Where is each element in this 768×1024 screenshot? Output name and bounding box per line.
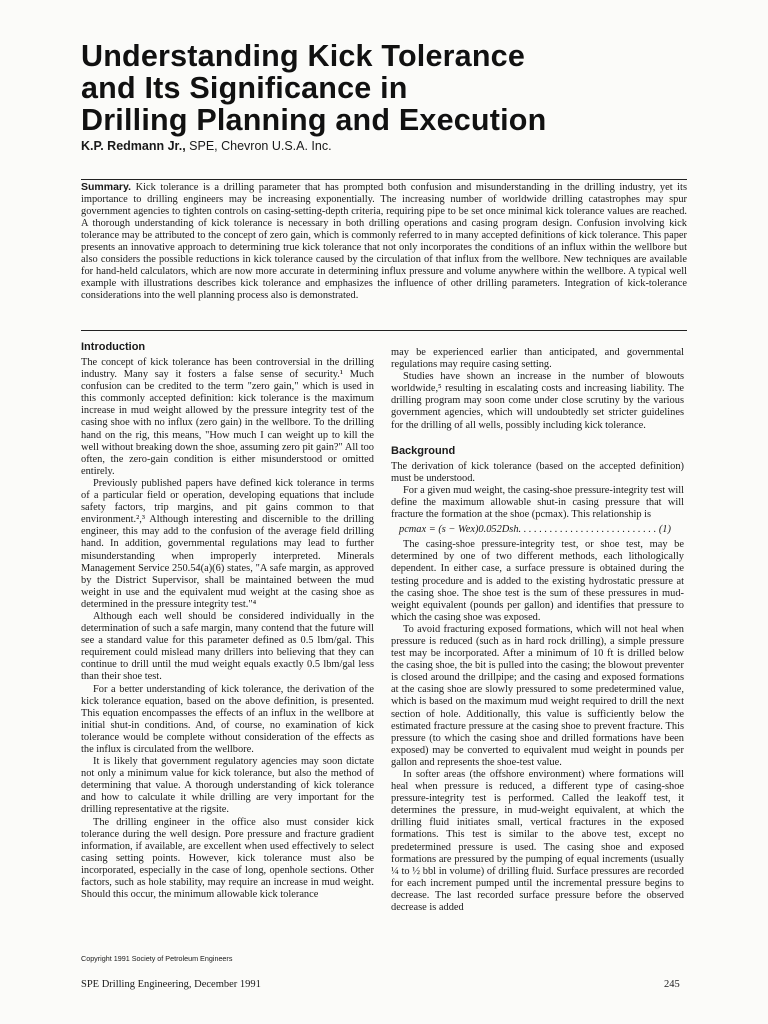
journal-footer: SPE Drilling Engineering, December 1991	[81, 979, 261, 990]
background-paragraph: To avoid fracturing exposed formations, which will not heal when pressure is reduced (such as in hard rock drilling), a simple pressure test may be incorporated. After a minimum of 10 ft is drilled below the casing shoe, the bit is pulled into the casing; the blowout preventer is closed around the drillpipe; and the casing and exposed formations at the casing shoe are slowly pressured to some predetermined value, which is based on the maximum mud weight required to drill the next section of hole. Additionally, this value is sufficiently below the estimated fracture pressure at the casing shoe to prevent fracture. This pressure (to which the casing shoe and drilled formations have been exposed) may be converted to equivalent mud weight in pounds per gallon and represents the shoe-test value.	[391, 623, 684, 768]
byline	[81, 139, 332, 153]
article-title	[81, 40, 701, 136]
summary-text: Kick tolerance is a drilling parameter that has prompted both confusion and misunderstanding in the drilling industry, yet its importance to drilling engineers may be increasing exponentially. The increasing number of worldwide drilling catastrophes may spur government agencies to tighten controls on casing-setting-depth criteria, requiring pipe to be set once minimal kick tolerance values are reached. A thorough understanding of kick tolerance is necessary in both drilling operations and casing program design. Confusion involving kick tolerance may be attributed to the concept of zero gain, which is commonly referred to in many accepted definitions of kick tolerance. This paper presents an innovative approach to determining true kick tolerance that not only incorporates the conditions of an influx within the wellbore but also considers the possible reductions in kick tolerance caused by the circulation of that influx from the wellbore. New techniques are available for hand-held calculators, which are now more accurate in determining influx pressure and volume anywhere within the wellbore. A typical well example with illustrations describes kick tolerance and emphasizes the influence of other drilling parameters. Integration of kick-tolerance considerations into the well planning process also is demonstrated.	[81, 182, 687, 302]
introduction-heading: Introduction	[81, 341, 146, 353]
summary-bottom-rule	[81, 330, 687, 331]
intro-paragraph: Although each well should be considered individually in the determination of such a safe margin, many contend that the future will see a standard value for this parameter defined as 0.5 lbm/gal. This requirement could mislead many drillers into believing that they can continue to drill until the mud weight equals exactly 0.5 lbm/gal less than their shoe test.	[81, 610, 374, 683]
summary-top-rule	[81, 179, 687, 180]
intro-paragraph: It is likely that government regulatory agencies may soon dictate not only a minimum value for kick tolerance, but also the method of determining that value. A thorough understanding of kick tolerance and how to calculate it while drilling are very important for the drilling representative at the rigsite.	[81, 756, 374, 816]
title-line-2: and Its Significance in	[81, 71, 408, 105]
left-column	[81, 340, 374, 901]
background-heading: Background	[391, 444, 456, 457]
background-paragraph: The derivation of kick tolerance (based on the accepted definition) must be understood.	[391, 460, 684, 484]
background-paragraph: In softer areas (the offshore environment) where formations will heal when pressure is reduced, a different type of casing-shoe pressure-integrity test is performed. Called the leakoff test, it determines the pressure, in mud-weight equivalent, at which the drilling fluid initiates small, vertical fractures in the exposed formations. This test is similar to the above test, except no predetermined pressure is used. The casing shoe and exposed formations are pressured by the pumping of equal increments (usually ¼ to ½ bbl in volume) of drilling fluid. Surface pressures are recorded for each increment pumped until the incremental pressure begins to decrease. The last recorded surface pressure before the observed decrease is added	[391, 769, 684, 914]
summary-label: Summary.	[81, 181, 131, 193]
intro-continued-paragraph: Studies have shown an increase in the number of blowouts worldwide,⁵ resulting in escalating costs and increasing liability. The drilling program may soon come under close scrutiny by the various government agencies, which will undoubtedly set stricter guidelines for the drilling of all wells, possibly including kick tolerance.	[391, 371, 684, 431]
author-name: K.P. Redmann Jr.,	[81, 139, 186, 153]
equation-1: pcmax = (s − Wex)0.052Dsh. . . . . . . . . . . . . . . . . . . . . . . . . . . (1)	[399, 524, 671, 536]
page-number: 245	[664, 979, 680, 990]
intro-continued-paragraph: may be experienced earlier than anticipated, and governmental regulations may require casing setting.	[391, 347, 684, 371]
author-affiliation: SPE, Chevron U.S.A. Inc.	[189, 139, 332, 153]
intro-paragraph: The concept of kick tolerance has been controversial in the drilling industry. Many say it fosters a false sense of security.¹ Much confusion can be credited to the term "zero gain," which is used in this commonly accepted definition: kick tolerance is the maximum increase in mud weight allowed by the pressure integrity test of the casing shoe with no influx (zero gain) in the wellbore. To the drilling hand on the rig, this means, "How much I can weight up to kill the well without breaking down the shoe, assuming zero pit gain?" All too often, the zero-gain condition is either misunderstood or omitted entirely.	[81, 357, 374, 477]
intro-paragraph: The drilling engineer in the office also must consider kick tolerance during the well design. Pore pressure and fracture gradient information, if available, are excellent when used effectively to select casing setting points. However, kick tolerance must also be incorporated, especially in the case of long, openhole sections. Other factors, such as hole stability, may require an increase in mud weight. Should this occur, the minimum allowable kick tolerance	[81, 816, 374, 901]
title-line-1: Understanding Kick Tolerance	[81, 39, 525, 73]
right-column	[391, 347, 684, 914]
background-paragraph: The casing-shoe pressure-integrity test, or shoe test, may be determined by one of two different methods, each lithologically dependent. In either case, a surface pressure is obtained during the testing procedure and is added to the existing hydrostatic pressure at the casing shoe. The shoe test is the sum of these pressures in mud-weight equivalent (pounds per gallon) and identifies that pressure to which the casing shoe was exposed.	[391, 539, 684, 623]
intro-paragraph: Previously published papers have defined kick tolerance in terms of a particular field or operation, developing equations that include safety factors, trip margins, and pit gains common to that environment.²,³ Although interesting and discernible to the drilling engineer, this may add to the confusion of the average field drilling hand. In addition, governmental regulations may lead to further misunderstanding when improperly interpreted. Minerals Management Service 250.54(a)(6) states, "A safe margin, as approved by the District Supervisor, shall be maintained between the mud weight in use and the equivalent mud weight at the casing shoe as determined in the pressure integrity test."⁴	[81, 477, 374, 610]
intro-paragraph: For a better understanding of kick tolerance, the derivation of the kick tolerance equation, based on the above definition, is presented. This equation encompasses the effects of an influx in the wellbore at initial shut-in conditions. And, of course, no examination of kick tolerance would be complete without consideration of the effects as the influx is circulated from the wellbore.	[81, 683, 374, 755]
summary-block	[81, 181, 687, 302]
background-paragraph: For a given mud weight, the casing-shoe pressure-integrity test will define the maximum allowable shut-in casing pressure that will fracture the formation at the shoe (pcmax). This relationship is	[391, 484, 684, 521]
copyright-notice: Copyright 1991 Society of Petroleum Engineers	[81, 954, 233, 963]
title-line-3: Drilling Planning and Execution	[81, 103, 547, 137]
